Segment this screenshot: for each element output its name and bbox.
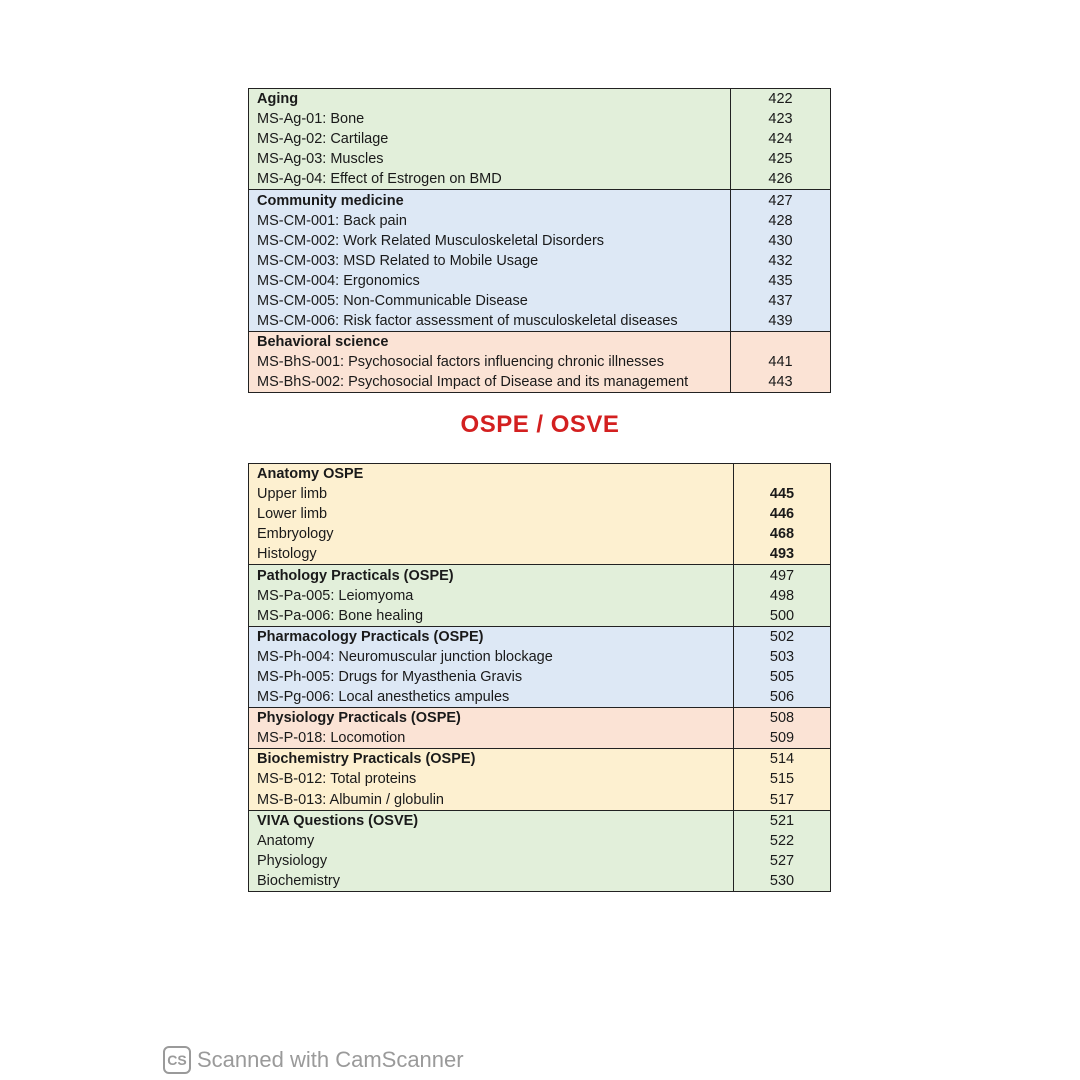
toc-row xyxy=(249,149,831,169)
toc-entry-label: MS-BhS-001: Psychosocial factors influencing chronic illnesses xyxy=(249,352,731,372)
toc-entry-label: MS-CM-004: Ergonomics xyxy=(249,271,731,291)
toc-entry-label: Histology xyxy=(249,544,734,565)
toc-heading-row xyxy=(249,89,831,110)
toc-heading-row xyxy=(249,749,831,770)
page-number: 422 xyxy=(731,89,831,110)
camscanner-logo-icon: CS xyxy=(163,1046,191,1074)
toc-entry-label: MS-B-013: Albumin / globulin xyxy=(249,790,734,811)
page-number: 508 xyxy=(734,708,831,729)
section-title-ospe-osve: OSPE / OSVE xyxy=(460,411,620,438)
page-number: 424 xyxy=(731,129,831,149)
page-number: 493 xyxy=(734,544,831,565)
toc-row xyxy=(249,372,831,393)
camscanner-watermark xyxy=(163,1043,464,1077)
toc-heading-row xyxy=(249,464,831,485)
page-number: 441 xyxy=(731,352,831,372)
section-heading-anatomy-ospe: Anatomy OSPE xyxy=(249,464,734,485)
toc-entry-label: Anatomy xyxy=(249,831,734,851)
toc-heading-row xyxy=(249,565,831,586)
toc-row xyxy=(249,831,831,851)
toc-row xyxy=(249,129,831,149)
toc-entry-label: MS-CM-006: Risk factor assessment of musculoskeletal diseases xyxy=(249,311,731,332)
page-number: 500 xyxy=(734,606,831,627)
page-number: 505 xyxy=(734,667,831,687)
toc-row xyxy=(249,169,831,190)
toc-table-part2 xyxy=(248,463,831,892)
toc-row xyxy=(249,606,831,627)
page-number: 502 xyxy=(734,626,831,647)
toc-entry-label: Physiology xyxy=(249,851,734,871)
toc-entry-label: MS-P-018: Locomotion xyxy=(249,728,734,749)
toc-entry-label: MS-Ag-03: Muscles xyxy=(249,149,731,169)
page-number: 446 xyxy=(734,504,831,524)
page-number: 497 xyxy=(734,565,831,586)
toc-row xyxy=(249,851,831,871)
page-number: 445 xyxy=(734,484,831,504)
toc-entry-label: MS-CM-002: Work Related Musculoskeletal Disorders xyxy=(249,231,731,251)
section-heading-pharmacology: Pharmacology Practicals (OSPE) xyxy=(249,626,734,647)
toc-entry-label: MS-Pa-006: Bone healing xyxy=(249,606,734,627)
page-number: 521 xyxy=(734,810,831,831)
page-number: 503 xyxy=(734,647,831,667)
page-number: 427 xyxy=(731,190,831,211)
page-number: 527 xyxy=(734,851,831,871)
watermark-text: Scanned with CamScanner xyxy=(197,1047,464,1072)
toc-entry-label: Biochemistry xyxy=(249,871,734,892)
toc-heading-row xyxy=(249,190,831,211)
page-number: 517 xyxy=(734,790,831,811)
page-number: 428 xyxy=(731,211,831,231)
toc-row xyxy=(249,544,831,565)
page-number: 530 xyxy=(734,871,831,892)
section-heading-aging: Aging xyxy=(249,89,731,110)
toc-entry-label: MS-CM-005: Non-Communicable Disease xyxy=(249,291,731,311)
toc-row xyxy=(249,211,831,231)
page-number: 437 xyxy=(731,291,831,311)
page-number xyxy=(731,332,831,353)
toc-row xyxy=(249,586,831,606)
toc-row xyxy=(249,524,831,544)
toc-entry-label: Upper limb xyxy=(249,484,734,504)
page-number: 443 xyxy=(731,372,831,393)
toc-entry-label: MS-Ag-04: Effect of Estrogen on BMD xyxy=(249,169,731,190)
toc-entry-label: MS-Ph-005: Drugs for Myasthenia Gravis xyxy=(249,667,734,687)
toc-entry-label: Lower limb xyxy=(249,504,734,524)
toc-heading-row xyxy=(249,810,831,831)
page-number: 468 xyxy=(734,524,831,544)
toc-row xyxy=(249,251,831,271)
toc-row xyxy=(249,109,831,129)
section-heading-biochemistry: Biochemistry Practicals (OSPE) xyxy=(249,749,734,770)
toc-entry-label: MS-CM-003: MSD Related to Mobile Usage xyxy=(249,251,731,271)
toc-row xyxy=(249,311,831,332)
toc-heading-row xyxy=(249,332,831,353)
page-number xyxy=(734,464,831,485)
toc-row xyxy=(249,504,831,524)
page-number: 435 xyxy=(731,271,831,291)
page-number: 514 xyxy=(734,749,831,770)
toc-entry-label: MS-Ag-01: Bone xyxy=(249,109,731,129)
toc-entry-label: MS-Pg-006: Local anesthetics ampules xyxy=(249,687,734,708)
toc-row xyxy=(249,667,831,687)
toc-row xyxy=(249,271,831,291)
toc-row xyxy=(249,647,831,667)
toc-row xyxy=(249,687,831,708)
toc-entry-label: Embryology xyxy=(249,524,734,544)
page-number: 506 xyxy=(734,687,831,708)
toc-entry-label: MS-Ph-004: Neuromuscular junction blockage xyxy=(249,647,734,667)
toc-row xyxy=(249,352,831,372)
toc-entry-label: MS-CM-001: Back pain xyxy=(249,211,731,231)
page-number: 426 xyxy=(731,169,831,190)
page-number: 509 xyxy=(734,728,831,749)
toc-heading-row xyxy=(249,626,831,647)
toc-row xyxy=(249,231,831,251)
toc-row xyxy=(249,291,831,311)
toc-row xyxy=(249,769,831,789)
page-number: 515 xyxy=(734,769,831,789)
toc-entry-label: MS-BhS-002: Psychosocial Impact of Disease and its management xyxy=(249,372,731,393)
page-number: 498 xyxy=(734,586,831,606)
page-number: 423 xyxy=(731,109,831,129)
section-heading-viva: VIVA Questions (OSVE) xyxy=(249,810,734,831)
toc-entry-label: MS-Pa-005: Leiomyoma xyxy=(249,586,734,606)
toc-row xyxy=(249,871,831,892)
section-heading-pathology: Pathology Practicals (OSPE) xyxy=(249,565,734,586)
toc-row xyxy=(249,790,831,811)
section-heading-behavioral-science: Behavioral science xyxy=(249,332,731,353)
toc-heading-row xyxy=(249,708,831,729)
page-number: 430 xyxy=(731,231,831,251)
page-number: 432 xyxy=(731,251,831,271)
toc-entry-label: MS-Ag-02: Cartilage xyxy=(249,129,731,149)
toc-row xyxy=(249,484,831,504)
page-number: 425 xyxy=(731,149,831,169)
section-heading-community-medicine: Community medicine xyxy=(249,190,731,211)
toc-entry-label: MS-B-012: Total proteins xyxy=(249,769,734,789)
page-number: 439 xyxy=(731,311,831,332)
toc-row xyxy=(249,728,831,749)
toc-table-part1 xyxy=(248,88,831,393)
section-heading-physiology: Physiology Practicals (OSPE) xyxy=(249,708,734,729)
page-number: 522 xyxy=(734,831,831,851)
